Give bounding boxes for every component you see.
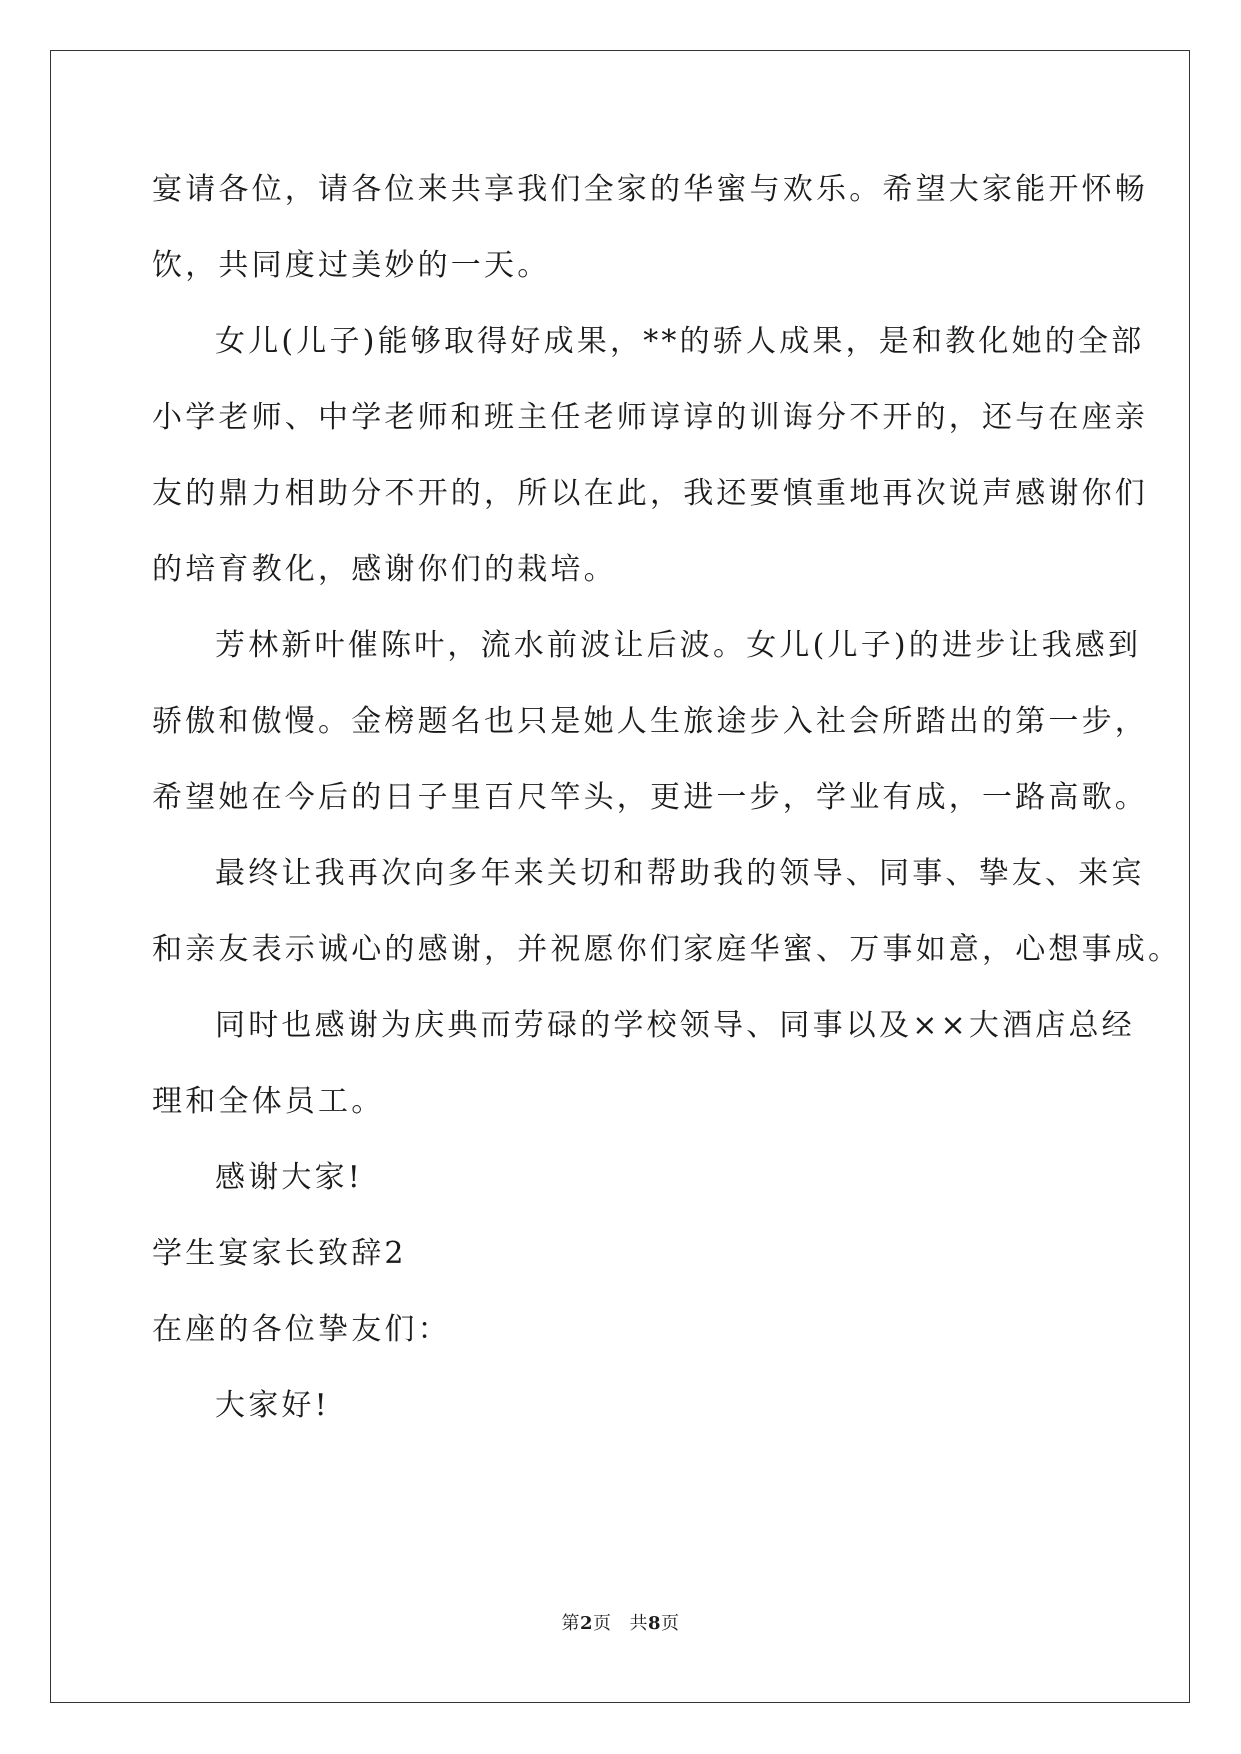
footer-page-prefix: 第 [561, 1613, 580, 1634]
paragraph-first-line: 最终让我再次向多年来关切和帮助我的领导、同事、挚友、来宾 [215, 856, 1145, 891]
page-footer [0, 1612, 1241, 1636]
paragraph-first-line: 同时也感谢为庆典而劳碌的学校领导、同事以及××大酒店总经 [215, 1008, 1135, 1043]
text-line: 小学老师、中学老师和班主任老师谆谆的训诲分不开的，还与在座亲 [152, 400, 1148, 435]
footer-total-suffix: 页 [661, 1613, 680, 1634]
footer-total-prefix: 共 [629, 1613, 648, 1634]
text-line: 和亲友表示诚心的感谢，并祝愿你们家庭华蜜、万事如意，心想事成。 [152, 932, 1182, 967]
footer-page-suffix: 页 [593, 1613, 612, 1634]
text-line: 骄傲和傲慢。金榜题名也只是她人生旅途步入社会所踏出的第一步， [152, 704, 1148, 739]
paragraph-first-line: 女儿(儿子)能够取得好成果，**的骄人成果，是和教化她的全部 [215, 324, 1145, 359]
greeting: 大家好! [215, 1388, 330, 1423]
footer-page-total: 8 [648, 1613, 662, 1634]
text-line: 理和全体员工。 [152, 1084, 385, 1119]
text-line: 宴请各位，请各位来共享我们全家的华蜜与欢乐。希望大家能开怀畅 [152, 172, 1148, 207]
text-line: 饮，共同度过美妙的一天。 [152, 248, 551, 283]
text-line: 的培育教化，感谢你们的栽培。 [152, 552, 617, 587]
text-line: 友的鼎力相助分不开的，所以在此，我还要慎重地再次说声感谢你们 [152, 476, 1148, 511]
paragraph-first-line: 芳林新叶催陈叶，流水前波让后波。女儿(儿子)的进步让我感到 [215, 628, 1142, 663]
salutation: 在座的各位挚友们： [152, 1312, 451, 1347]
footer-page-current: 2 [579, 1613, 593, 1634]
closing-thanks: 感谢大家! [215, 1160, 364, 1195]
text-line: 希望她在今后的日子里百尺竿头，更进一步，学业有成，一路高歌。 [152, 780, 1148, 815]
section-title: 学生宴家长致辞2 [152, 1236, 407, 1271]
